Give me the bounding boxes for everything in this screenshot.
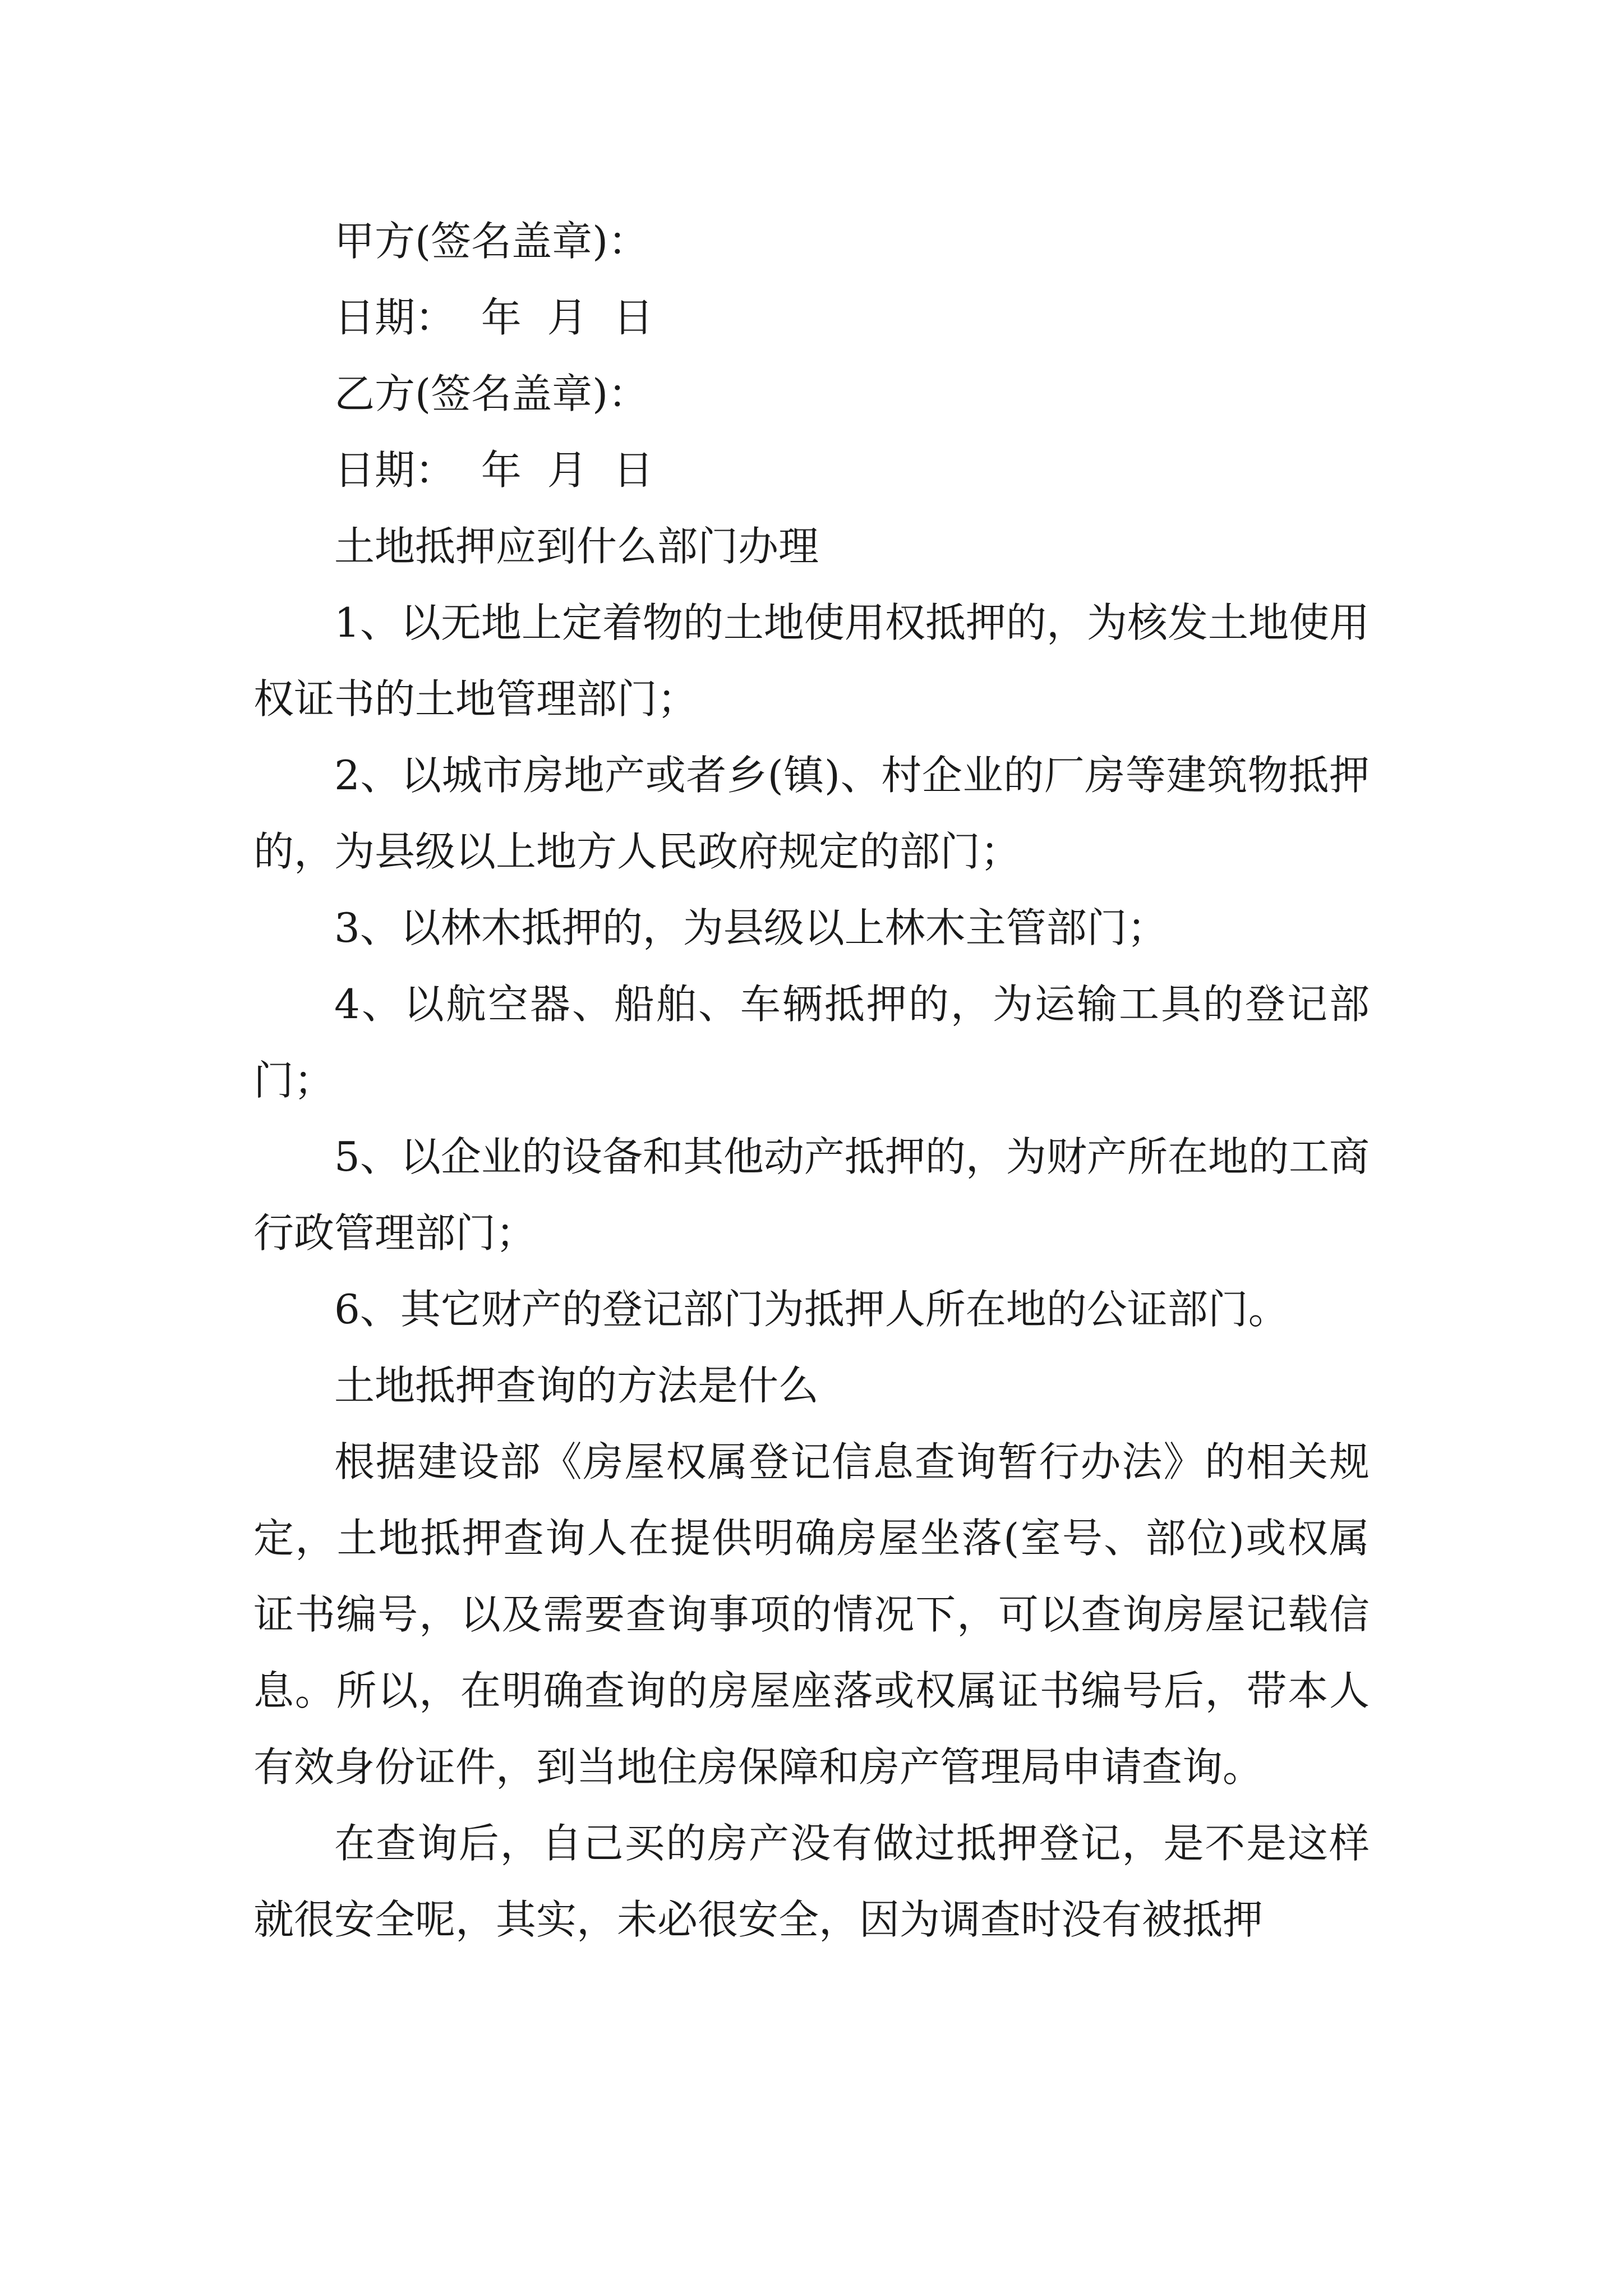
department-item-3: 3、以林木抵押的，为县级以上林木主管部门； [334, 904, 1168, 951]
section-heading-query: 土地抵押查询的方法是什么 [334, 1362, 819, 1409]
party-a-date-line: 日期： 年 月 日 [334, 294, 654, 341]
party-b-date-line: 日期： 年 月 日 [334, 447, 654, 494]
department-item-1: 1、以无地上定着物的土地使用权抵押的，为核发土地使用权证书的土地管理部门； [253, 599, 1370, 723]
party-a-signature-line: 甲方(签名盖章)： [334, 218, 649, 265]
department-item-2: 2、以城市房地产或者乡(镇)、村企业的厂房等建筑物抵押的，为县级以上地方人民政府规定的部门； [253, 752, 1370, 875]
department-item-4: 4、以航空器、船舶、车辆抵押的，为运输工具的登记部门； [253, 981, 1370, 1104]
department-item-5: 5、以企业的设备和其他动产抵押的，为财产所在地的工商行政管理部门； [253, 1133, 1370, 1257]
department-item-6: 6、其它财产的登记部门为抵押人所在地的公证部门。 [334, 1286, 1289, 1333]
section-heading-departments: 土地抵押应到什么部门办理 [334, 523, 819, 570]
party-b-signature-line: 乙方(签名盖章)： [334, 370, 649, 417]
query-paragraph-2: 在查询后，自己买的房产没有做过抵押登记，是不是这样就很安全呢，其实，未必很安全，因为调查时没有被抵押 [253, 1820, 1370, 1943]
query-paragraph-1: 根据建设部《房屋权属登记信息查询暂行办法》的相关规定，土地抵押查询人在提供明确房屋坐落(室号、部位)或权属证书编号，以及需要查询事项的情况下，可以查询房屋记载信息。所以，在明确查询的房屋座落或权属证书编号后，带本人有效身份证件，到当地住房保障和房产管理局申请查询。 [253, 1438, 1370, 1791]
document-body [253, 203, 1370, 1958]
